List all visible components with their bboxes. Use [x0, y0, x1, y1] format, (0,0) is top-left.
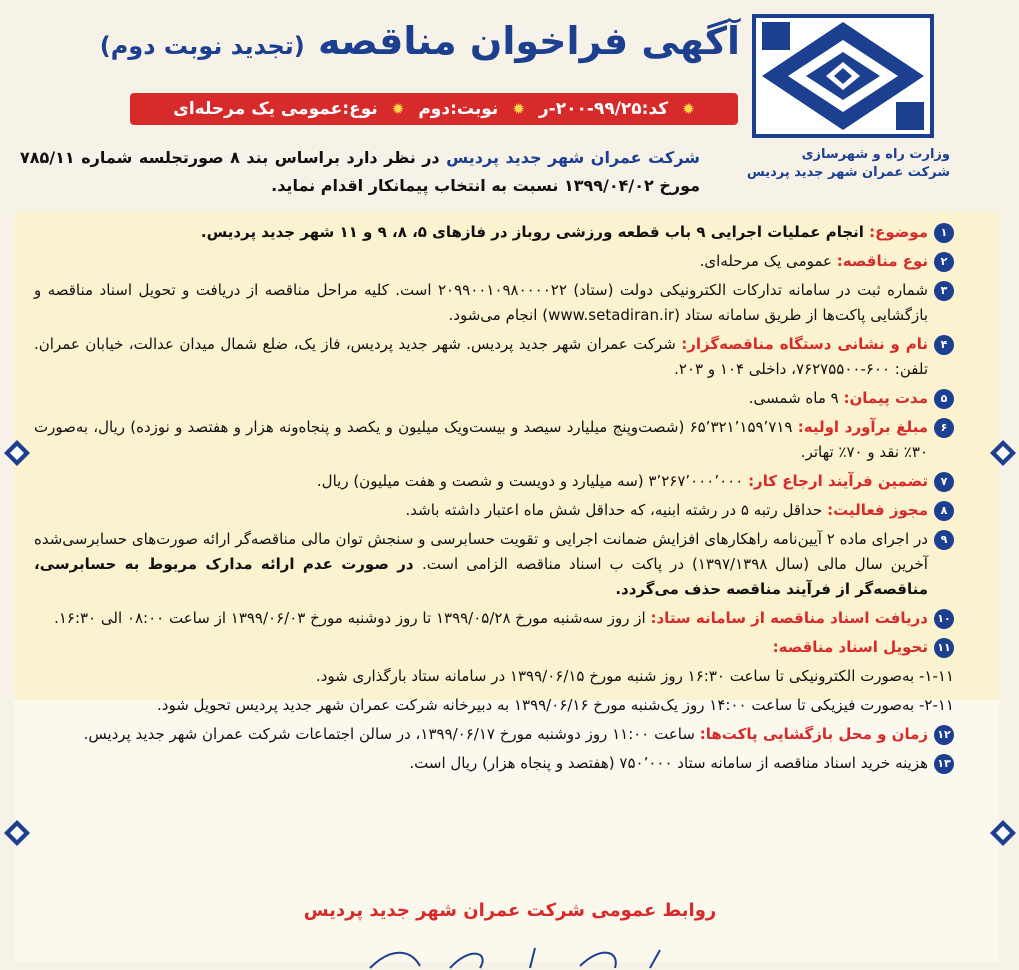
item-number: ۲: [934, 252, 954, 272]
item-text: شرکت عمران شهر جدید پردیس. شهر جدید پردیس، فاز یک، ضلع شمال میدان عدالت، خیابان عمران. تلفن: ۶۰۰-۷۶۲۷۵۵۰۰، داخلی ۱۰۴ و ۲۰۳.: [34, 335, 928, 378]
page-title: [99, 14, 740, 68]
item-number: ۴: [934, 335, 954, 355]
item-label: مبلغ برآورد اولیه:: [797, 418, 928, 436]
tender-round: نوبت:دوم: [418, 99, 499, 119]
item-text: هزینه خرید اسناد مناقصه از سامانه ستاد ۷۵۰٬۰۰۰ (هفتصد و پنجاه هزار) ریال است.: [409, 754, 928, 772]
item-text: در اجرای ماده ۲ آیین‌نامه راهکارهای افزایش ضمانت اجرایی و تقویت حسابرسی و سنجش توان مالی مناقصه‌گر ارائه صورت‌های حسابرسی‌شده آخرین سال مالی (سال ۱۳۹۷/۱۳۹۸) در پاکت ب اسناد مناقصه الزامی است.: [34, 530, 928, 573]
sun-bullet-icon: ✹: [391, 100, 405, 118]
item-label: دریافت اسناد مناقصه از سامانه ستاد:: [650, 609, 928, 627]
item-text: انجام عملیات اجرایی ۹ باب قطعه ورزشی روباز در فازهای ۵، ۸، ۹ و ۱۱ شهر جدید پردیس.: [200, 223, 870, 241]
item-10: [34, 606, 954, 631]
ministry-caption: [700, 146, 950, 182]
item-number: ۱۲: [934, 725, 954, 745]
item-text: حداقل رتبه ۵ در رشته ابنیه، که حداقل شش ماه اعتبار داشته باشد.: [405, 501, 828, 519]
item-label: موضوع:: [869, 223, 928, 241]
item-13: [34, 751, 954, 776]
tender-type: نوع:عمومی یک مرحله‌ای: [173, 99, 378, 119]
item-text-emphasis: در صورت عدم ارائه مدارک مربوط به حسابرسی، مناقصه‌گر از فرآیند مناقصه حذف می‌گردد.: [34, 555, 928, 598]
intro-paragraph: [20, 144, 700, 200]
item-text: ۹ ماه شمسی.: [748, 389, 844, 407]
item-number: ۳: [934, 281, 954, 301]
tender-info-bar: [130, 93, 738, 125]
item-1: [34, 220, 954, 245]
item-text: ساعت ۱۱:۰۰ روز دوشنبه مورخ ۱۳۹۹/۰۶/۱۷، در سالن اجتماعات شرکت عمران شهر جدید پردیس.: [83, 725, 700, 743]
diamond-ornament-icon: [990, 820, 1016, 846]
item-label: مجوز فعالیت:: [827, 501, 928, 519]
item-9: [34, 527, 954, 602]
item-number: ۱: [934, 223, 954, 243]
intro-text-2: شماره ۷۸۵/۱۱ مورخ ۱۳۹۹/۰۴/۰۲ نسبت به انتخاب پیمانکار اقدام نماید.: [20, 148, 700, 195]
ministry-line-1: وزارت راه و شهرسازی: [801, 147, 950, 162]
tender-items: [34, 220, 954, 780]
item-11: [34, 635, 954, 660]
item-label: تضمین فرآیند ارجاع کار:: [748, 472, 928, 490]
title-sub: (تجدید نوبت دوم): [99, 32, 305, 60]
item-label: مدت پیمان:: [843, 389, 928, 407]
item-number: ۱۳: [934, 754, 954, 774]
item-12: [34, 722, 954, 747]
item-5: [34, 386, 954, 411]
item-8: [34, 498, 954, 523]
ministry-emblem-icon: [756, 18, 930, 134]
item-3: [34, 278, 954, 328]
item-number: ۱۰: [934, 609, 954, 629]
item-text: ۶۵٬۳۲۱٬۱۵۹٬۷۱۹ (شصت‌وپنج میلیارد سیصد و بیست‌ویک میلیون و یکصد و پنجاه‌ونه هزار و هفتصد و نوزده) ریال، به‌صورت ۳۰٪ نقد و ۷۰٪ تهاتر.: [34, 418, 928, 461]
item-text: ۳٬۲۶۷٬۰۰۰٬۰۰۰ (سه میلیارد و دویست و شصت و هفت میلیون) ریال.: [316, 472, 749, 490]
public-relations-signature: روابط عمومی شرکت عمران شهر جدید پردیس: [303, 900, 717, 921]
item-number: ۵: [934, 389, 954, 409]
item-text: شماره ثبت در سامانه تدارکات الکترونیکی دولت (ستاد) ۲۰۹۹۰۰۱۰۹۸۰۰۰۰۲۲ است. کلیه مراحل مناقصه از دریافت و تحویل اسناد مناقصه و بازگشایی پاکت‌ها از طریق سامانه ستاد (www.setadiran.ir) انجام می‌شود.: [34, 281, 928, 324]
diamond-ornament-icon: [4, 440, 30, 466]
item-number: ۹: [934, 530, 954, 550]
handwritten-mark-icon: [360, 944, 680, 970]
intro-text-1: در نظر دارد براساس بند ۸ صورتجلسه: [138, 148, 447, 167]
item-number: ۷: [934, 472, 954, 492]
ministry-logo: [752, 14, 934, 138]
item-number: ۱۱: [934, 638, 954, 658]
item-label: نام و نشانی دستگاه مناقصه‌گزار:: [681, 335, 928, 353]
title-main: آگهی فراخوان مناقصه: [317, 19, 740, 63]
item-text: از روز سه‌شنبه مورخ ۱۳۹۹/۰۵/۲۸ تا روز دوشنبه مورخ ۱۳۹۹/۰۶/۰۳ از ساعت ۰۸:۰۰ الی ۱۶:۳۰.: [54, 609, 651, 627]
sub-item-11-2: ۲-۱۱- به‌صورت فیزیکی تا ساعت ۱۴:۰۰ روز یک‌شنبه مورخ ۱۳۹۹/۰۶/۱۶ به دبیرخانه شرکت عمران شهر جدید پردیس تحویل شود.: [157, 696, 954, 714]
intro-company: شرکت عمران شهر جدید پردیس: [446, 148, 701, 167]
item-text: عمومی یک مرحله‌ای.: [699, 252, 837, 270]
item-6: [34, 415, 954, 465]
item-2: [34, 249, 954, 274]
sub-item-11-1: ۱-۱۱- به‌صورت الکترونیکی تا ساعت ۱۶:۳۰ روز شنبه مورخ ۱۳۹۹/۰۶/۱۵ در سامانه ستاد بارگذاری شود.: [315, 667, 954, 685]
item-7: [34, 469, 954, 494]
tender-code: کد:۹۹/۲۵-۲۰۰-ر: [538, 99, 669, 119]
item-number: ۸: [934, 501, 954, 521]
sun-bullet-icon: ✹: [512, 100, 525, 118]
item-label: زمان و محل بازگشایی پاکت‌ها:: [699, 725, 928, 743]
item-label: نوع مناقصه:: [836, 252, 928, 270]
diamond-ornament-icon: [990, 440, 1016, 466]
diamond-ornament-icon: [4, 820, 30, 846]
item-4: [34, 332, 954, 382]
item-label: تحویل اسناد مناقصه:: [772, 638, 928, 656]
ministry-line-2: شرکت عمران شهر جدید پردیس: [746, 165, 950, 180]
item-number: ۶: [934, 418, 954, 438]
sun-bullet-icon: ✹: [682, 100, 695, 118]
